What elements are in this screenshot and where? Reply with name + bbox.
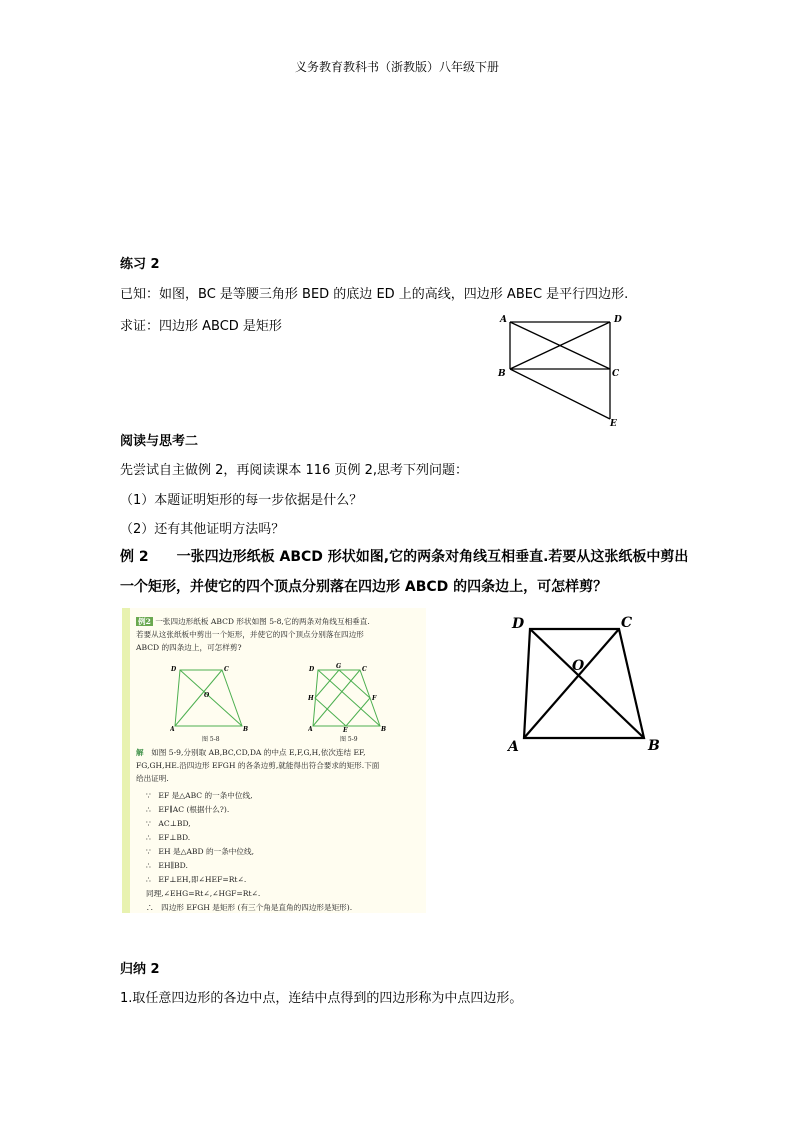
proof-line-2: ∴ EF∥AC (根据什么?). [146, 805, 230, 814]
practice-given: 已知：如图，BC 是等腰三角形 BED 的底边 ED 上的高线，四边形 ABEC 是平行四边形. [120, 287, 629, 302]
svg-text:H: H [308, 695, 314, 702]
label-o: O [572, 658, 585, 674]
segment-be [510, 369, 610, 419]
proof-line-4: ∴ EF⊥BD. [146, 833, 191, 842]
book-line-3: ABCD 的四条边上，可怎样剪? [136, 643, 242, 652]
svg-text:E: E [343, 727, 348, 732]
proof-line-8: 同理,∠EHG=Rt∠,∠HGF=Rt∠. [146, 889, 261, 898]
proof-line-3: ∵ AC⊥BD, [146, 819, 191, 828]
svg-text:G: G [336, 663, 342, 670]
label-b2: B [648, 738, 660, 754]
svg-text:O: O [204, 692, 210, 699]
label-c2: C [621, 615, 633, 631]
svg-text:F: F [372, 695, 377, 702]
proof-line-9: ∴ 四边形 EFGH 是矩形 (有三个角是直角的四边形是矩形). [146, 903, 353, 912]
figure-5-9 [308, 662, 392, 732]
book-text-l1: 一张四边形纸板 ABCD 形状如图 5-8,它的两条对角线互相垂直. [155, 617, 370, 626]
solution-tag: 解 [136, 748, 144, 757]
book-line-2: 若要从这张纸板中剪出一个矩形，并使它的四个顶点分别落在四边形 [136, 630, 364, 639]
svg-text:A: A [308, 726, 313, 732]
practice-figure [490, 305, 630, 430]
svg-text:C: C [224, 666, 229, 673]
proof-line-1: ∵ EF 是△ABC 的一条中位线, [146, 791, 253, 800]
label-e: E [610, 419, 617, 429]
example-line-1: 例 2 一张四边形纸板 ABCD 形状如图,它的两条对角线互相垂直.若要从这张纸板中剪出 [120, 549, 689, 565]
svg-text:C: C [362, 666, 367, 673]
solution-text-1: 如图 5-9,分别取 AB,BC,CD,DA 的中点 E,F,G,H,依次连结 EF, [151, 748, 366, 757]
book-line-1 [136, 616, 370, 627]
book-solution-line-2: FG,GH,HE.沿四边形 EFGH 的各条边剪,就能得出符合要求的矩形.下面 [136, 761, 380, 770]
reading-question-2: （2）还有其他证明方法吗？ [120, 522, 285, 537]
fig1-caption: 图 5-8 [202, 736, 220, 743]
textbook-excerpt [122, 608, 426, 913]
example-figure [500, 610, 680, 760]
proof-line-5: ∵ EH 是△ABD 的一条中位线, [146, 847, 254, 856]
reading-intro: 先尝试自主做例 2，再阅读课本 116 页例 2,思考下列问题： [120, 463, 469, 478]
practice-title: 练习 2 [120, 257, 160, 272]
summary-title: 归纳 2 [120, 962, 160, 977]
diagonal-db [530, 629, 644, 738]
book-solution-line-1 [136, 747, 366, 758]
proof-line-7: ∴ EF⊥EH,即∠HEF=Rt∠. [146, 875, 247, 884]
label-b: B [498, 369, 506, 379]
svg-text:B: B [381, 726, 387, 732]
example-tag: 例2 [138, 617, 151, 626]
svg-text:A: A [170, 726, 175, 732]
label-d: D [614, 315, 622, 325]
svg-text:D: D [309, 666, 315, 673]
fig2-caption: 图 5-9 [340, 736, 358, 743]
page-header: 义务教育教科书（浙教版）八年级下册 [294, 60, 499, 74]
svg-text:B: B [243, 726, 249, 732]
reading-title: 阅读与思考二 [120, 434, 199, 449]
practice-prove: 求证：四边形 ABCD 是矩形 [120, 319, 282, 334]
reading-question-1: （1）本题证明矩形的每一步依据是什么？ [120, 493, 363, 508]
label-a: A [500, 315, 507, 325]
diagonal-ac [524, 629, 619, 738]
page-edge-strip [122, 608, 130, 913]
proof-line-6: ∴ EH∥BD. [146, 861, 188, 870]
svg-text:D: D [171, 666, 177, 673]
label-a2: A [508, 739, 519, 755]
label-c: C [612, 369, 620, 379]
book-solution-line-3: 给出证明. [136, 774, 169, 783]
label-d2: D [512, 616, 525, 632]
figure-5-8 [170, 662, 254, 732]
example-line-2: 一个矩形，并使它的四个顶点分别落在四边形 ABCD 的四条边上，可怎样剪？ [120, 579, 608, 595]
summary-item-1: 1.取任意四边形的各边中点，连结中点得到的四边形称为中点四边形。 [120, 991, 523, 1006]
